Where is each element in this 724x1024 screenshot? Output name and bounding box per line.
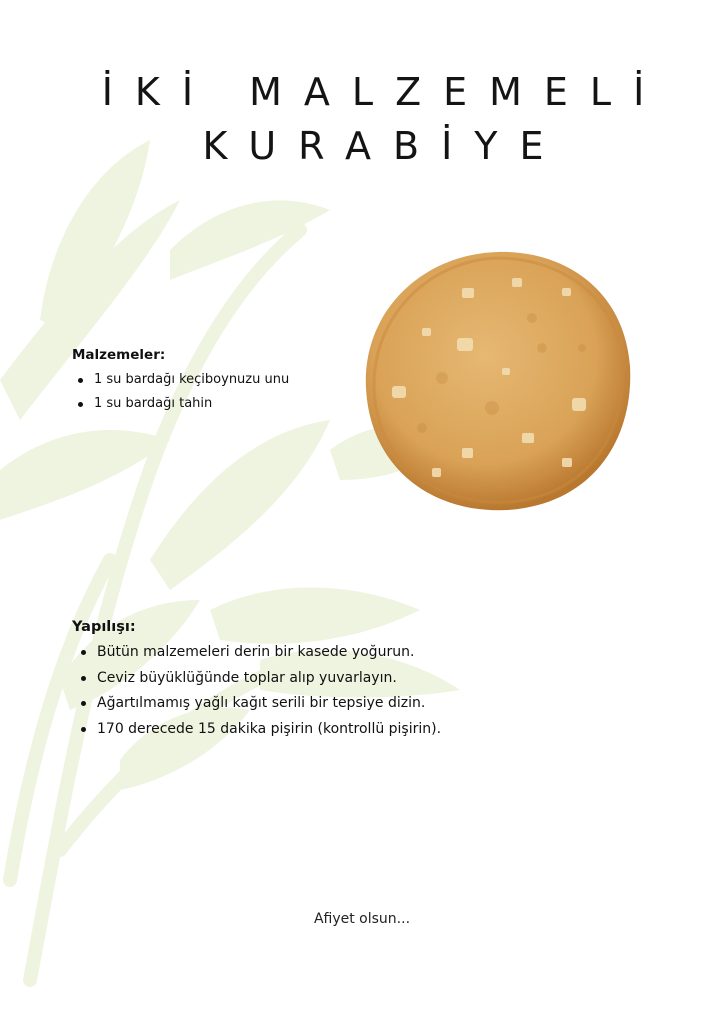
- list-item: 170 derecede 15 dakika pişirin (kontrollü pişirin).: [97, 717, 441, 743]
- ingredients-list: [72, 368, 289, 416]
- cookie-image: [362, 248, 634, 514]
- recipe-title-line-1: İKİ MALZEMELİ: [101, 70, 667, 114]
- ingredients-heading: Malzemeler:: [72, 347, 166, 363]
- preparation-heading: Yapılışı:: [72, 619, 136, 635]
- closing-note: Afiyet olsun...: [313, 911, 411, 927]
- recipe-title-line-2: KURABİYE: [202, 124, 566, 168]
- list-item: Bütün malzemeleri derin bir kasede yoğurun.: [97, 640, 441, 666]
- list-item: Ağartılmamış yağlı kağıt serili bir tepsiye dizin.: [97, 691, 441, 717]
- list-item: Ceviz büyüklüğünde toplar alıp yuvarlayın.: [97, 666, 441, 692]
- preparation-steps: [75, 640, 441, 742]
- list-item: 1 su bardağı keçiboynuzu unu: [94, 368, 289, 392]
- list-item: 1 su bardağı tahin: [94, 392, 289, 416]
